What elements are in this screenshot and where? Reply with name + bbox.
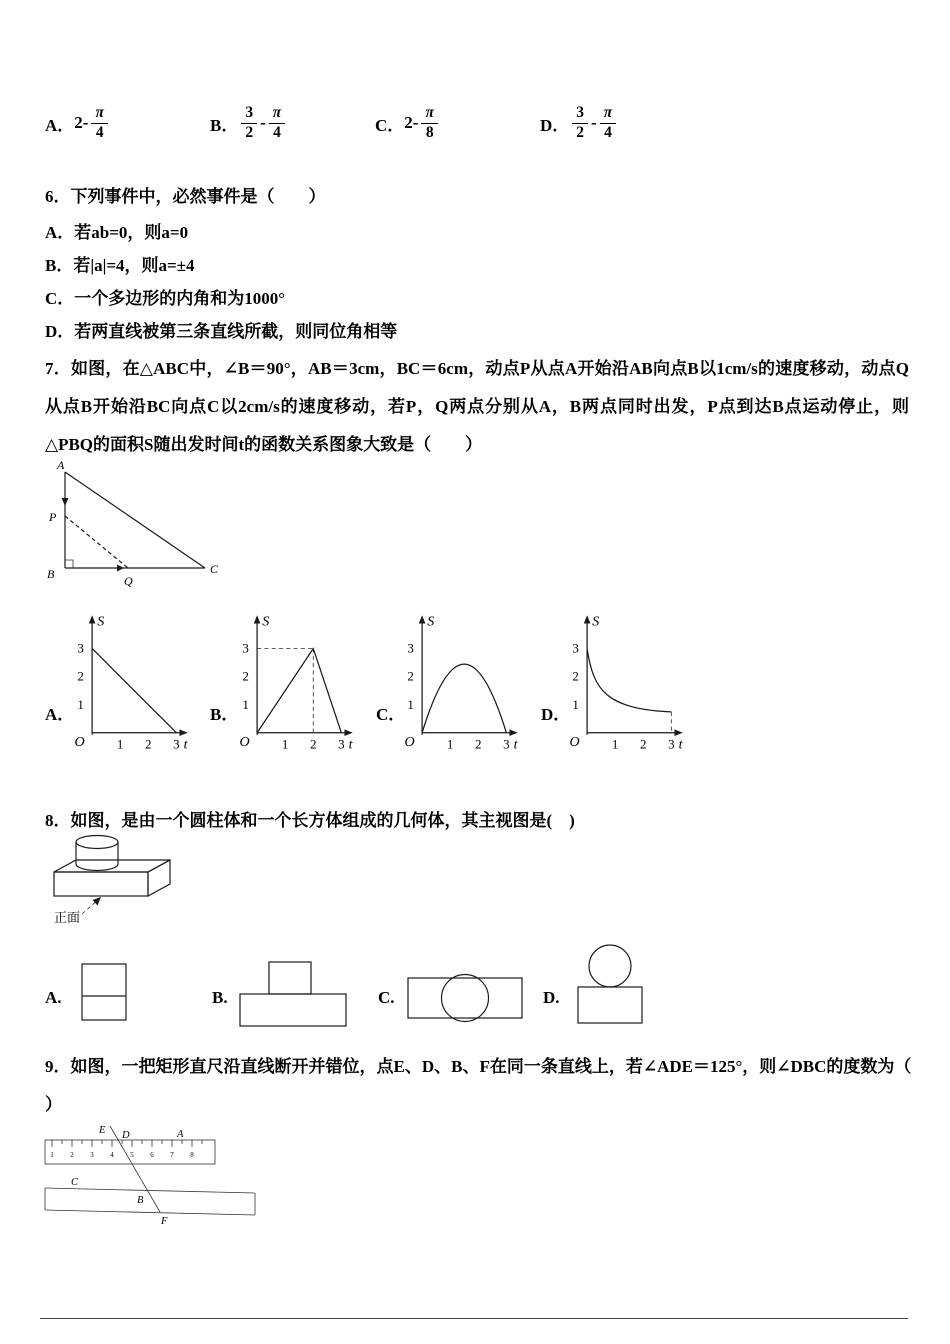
axis-label-t: t (183, 736, 188, 753)
q7-stem: 7．如图，在△ABC中，∠B＝90°，AB＝3cm，BC＝6cm，动点P从点A开始沿AB向点B以1cm/s的速度移动，动点Q从点B开始沿BC向点C以2cm/s的速度移动，若P，Q两点分别从A，B两点同时出发，P点到达B点运动停止，则△PBQ的面积S随出发时间t的函数关系图象大致是（ ） (45, 359, 910, 454)
q5-option-b-label: B． (210, 115, 239, 135)
y-tick-1: 1 (77, 696, 84, 712)
q5-option-b (210, 96, 288, 150)
q5-option-a-fraction (91, 105, 107, 141)
fraction-denominator: 2 (576, 123, 585, 141)
q5-option-c-fraction (421, 105, 437, 141)
q8-option-a-shape (80, 962, 128, 1024)
box-top-face (54, 860, 170, 872)
x-axis-arrow-icon (509, 729, 517, 736)
q5-option-c (375, 96, 441, 150)
q8-option-a-label: A. (45, 988, 62, 1007)
q6-option-d: D．若两直线被第三条直线所截，则同位角相等 (45, 322, 398, 341)
axis-label-t: t (513, 736, 518, 753)
y-tick-3: 3 (77, 640, 84, 656)
fraction-numerator: 3 (241, 105, 257, 124)
q5-option-a-label: A． (45, 115, 75, 135)
q8-option-d-label: D. (543, 988, 560, 1007)
q8-option-c-shape (406, 958, 526, 1028)
circle-on-top (589, 945, 631, 987)
curve-parabola-arch (422, 664, 506, 733)
q8-option-c-label: C. (378, 988, 395, 1007)
x-tick-2: 2 (310, 736, 317, 752)
q7-graph-label-a: A． (45, 705, 75, 724)
curve-decay (587, 648, 671, 711)
y-axis-arrow-icon (89, 615, 96, 623)
q6-option-c: C．一个多边形的内角和为1000° (45, 289, 286, 308)
ruler-number-5: 5 (130, 1151, 134, 1159)
bottom-ruler-top-edge (45, 1188, 255, 1193)
y-tick-3: 3 (407, 640, 414, 656)
q8-option-d-shape (574, 942, 658, 1027)
y-tick-1: 1 (572, 696, 579, 712)
q5-option-c-label: C． (375, 115, 405, 135)
q8-option-b-shape (238, 960, 348, 1030)
q7-graph-c (396, 610, 521, 766)
fraction-numerator: 3 (572, 105, 588, 124)
q5-option-d-fraction2 (600, 105, 616, 141)
ruler-number-7: 7 (170, 1151, 174, 1159)
q5-option-a (45, 96, 111, 150)
y-axis-arrow-icon (584, 615, 591, 623)
ruler-number-3: 3 (90, 1151, 94, 1159)
y-tick-2: 2 (242, 668, 249, 684)
q7-graph-label-c: C． (376, 705, 406, 724)
cut-line-EDBF (110, 1126, 160, 1212)
x-axis-arrow-icon (674, 729, 682, 736)
x-axis-arrow-icon (344, 729, 352, 736)
x-tick-2: 2 (145, 736, 152, 752)
q9-stem-line1: 9．如图，一把矩形直尺沿直线断开并错位，点E、D、B、F在同一条直线上，若∠ADE＝125°，则∠DBC的度数为（ (45, 1057, 912, 1076)
axis-label-S: S (427, 613, 435, 630)
q7-graph-b (231, 610, 356, 766)
curve-triangle (257, 648, 341, 732)
q6-option-b: B．若|a|=4，则a=±4 (45, 256, 195, 275)
point-label-A: A (177, 1129, 184, 1140)
fraction-denominator: 8 (425, 123, 434, 141)
axis-label-S: S (97, 613, 105, 630)
q5-option-a-pre: 2- (74, 113, 89, 132)
ruler-number-8: 8 (190, 1151, 194, 1159)
x-tick-3: 3 (173, 736, 180, 752)
y-tick-2: 2 (407, 668, 414, 684)
x-tick-1: 1 (281, 736, 289, 752)
bottom-ruler-bottom-edge (45, 1210, 255, 1215)
point-label-P: P (49, 510, 57, 524)
x-tick-1: 1 (116, 736, 124, 752)
fraction-numerator: π (600, 105, 616, 124)
axis-label-S: S (262, 613, 270, 630)
y-tick-3: 3 (572, 640, 579, 656)
minus-sign: - (591, 113, 597, 132)
arrow-down-P (62, 498, 69, 506)
origin-label: O (569, 734, 580, 751)
x-tick-1: 1 (446, 736, 454, 752)
q8-solid-figure (42, 830, 202, 928)
q6-stem: 6．下列事件中，必然事件是（ ） (45, 187, 326, 206)
point-label-F: F (161, 1216, 168, 1227)
q7-graph-a (66, 610, 191, 766)
ruler-number-4: 4 (110, 1151, 114, 1159)
front-arrow-icon (93, 897, 102, 906)
arrow-right-Q (117, 565, 124, 572)
q5-option-d-label: D． (540, 115, 570, 135)
cylinder-top (76, 836, 118, 849)
ruler-number-2: 2 (70, 1151, 74, 1159)
segment-PQ-dashed (65, 516, 128, 568)
right-angle-mark (65, 560, 73, 568)
q9-stem-line2: ） (45, 1095, 62, 1114)
y-axis-arrow-icon (254, 615, 261, 623)
q5-option-d-fraction1 (572, 105, 588, 141)
x-tick-2: 2 (640, 736, 647, 752)
point-label-Q: Q (124, 574, 133, 588)
q5-option-b-fraction2 (269, 105, 285, 141)
minus-sign: - (260, 113, 266, 132)
x-tick-3: 3 (503, 736, 510, 752)
fraction-denominator: 4 (604, 123, 612, 141)
axis-label-t: t (348, 736, 353, 753)
q7-triangle-figure (40, 458, 225, 596)
ruler-number-6: 6 (150, 1151, 154, 1159)
y-tick-1: 1 (407, 696, 414, 712)
front-view-label: 正面 (54, 910, 81, 925)
y-axis-arrow-icon (419, 615, 426, 623)
fraction-numerator: π (421, 105, 437, 124)
ruler-number-1: 1 (50, 1151, 54, 1159)
y-tick-2: 2 (77, 668, 84, 684)
y-tick-2: 2 (572, 668, 579, 684)
y-tick-1: 1 (242, 696, 249, 712)
axis-label-t: t (678, 736, 683, 753)
stacked-rect (82, 964, 126, 1020)
footer-rule (40, 1318, 908, 1319)
q5-option-c-pre: 2- (404, 113, 419, 132)
q7-graph-label-d: D． (541, 705, 571, 724)
fraction-denominator: 4 (273, 123, 281, 141)
fraction-denominator: 2 (245, 123, 254, 141)
fraction-denominator: 4 (95, 123, 104, 141)
x-tick-3: 3 (668, 736, 675, 752)
x-tick-3: 3 (338, 736, 345, 752)
point-label-D: D (122, 1130, 130, 1141)
vertex-label-B: B (47, 567, 55, 581)
point-label-B: B (137, 1195, 144, 1206)
vertex-label-A: A (57, 458, 65, 472)
origin-label: O (239, 734, 250, 751)
q6-option-a: A．若ab=0，则a=0 (45, 223, 189, 242)
q9-ruler-figure (40, 1120, 280, 1230)
small-rect-on-top (269, 962, 311, 994)
q8-option-b-label: B. (212, 988, 228, 1007)
origin-label: O (404, 734, 415, 751)
box-front-face (54, 872, 148, 896)
y-tick-3: 3 (242, 640, 249, 656)
base-rect (578, 987, 642, 1023)
circle-in-rect (442, 975, 489, 1022)
q7-graph-d (561, 610, 686, 766)
x-tick-2: 2 (475, 736, 482, 752)
vertex-label-C: C (210, 562, 219, 576)
origin-label: O (74, 734, 85, 751)
fraction-numerator: π (269, 105, 285, 124)
curve-decreasing-line (92, 648, 176, 732)
side-AC (65, 472, 205, 568)
base-rect (408, 978, 522, 1018)
fraction-numerator: π (91, 105, 107, 124)
point-label-C: C (71, 1177, 79, 1188)
base-rect (240, 994, 346, 1026)
q7-graph-label-b: B． (210, 705, 239, 724)
q5-option-b-fraction1 (241, 105, 257, 141)
x-axis-arrow-icon (179, 729, 187, 736)
point-label-E: E (99, 1125, 106, 1136)
box-right-face (148, 860, 170, 896)
q8-stem: 8．如图，是由一个圆柱体和一个长方体组成的几何体，其主视图是( ) (45, 811, 575, 830)
x-tick-1: 1 (611, 736, 619, 752)
axis-label-S: S (592, 613, 600, 630)
q5-option-d (540, 96, 619, 150)
